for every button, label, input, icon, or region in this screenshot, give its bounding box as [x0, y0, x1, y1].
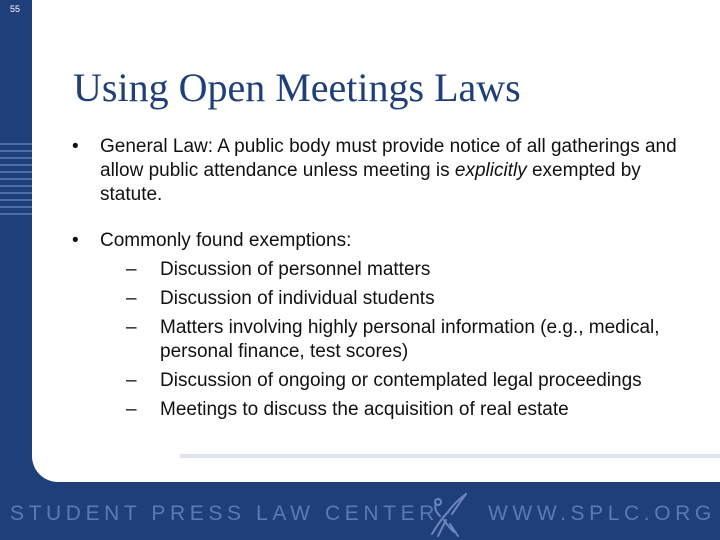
sub-bullet-text: Discussion of individual students — [160, 288, 435, 309]
footer-website: WWW.SPLC.ORG — [488, 502, 716, 525]
bullet-list — [72, 135, 692, 427]
bullet-exemptions — [72, 229, 692, 422]
footer — [0, 488, 720, 540]
slide-number: 55 — [10, 4, 21, 14]
footer-organization-name: STUDENT PRESS LAW CENTER — [10, 502, 439, 525]
sub-bullet — [100, 369, 692, 393]
dash-icon: – — [126, 399, 137, 420]
dash-icon: – — [126, 288, 137, 309]
sub-bullet-text: Matters involving highly personal information (e.g., medical, personal finance, test scores) — [160, 317, 660, 362]
bullet-general-law — [72, 135, 692, 207]
sub-bullet — [100, 258, 692, 282]
bullet-icon: • — [72, 136, 79, 157]
sub-bullet — [100, 287, 692, 311]
bullet-text-before: General Law: A public body must provide notice of all gatherings and allow public attendance unless meeting is — [100, 136, 677, 181]
sub-bullet-text: Discussion of ongoing or contemplated legal proceedings — [160, 370, 642, 391]
slide-title: Using Open Meetings Laws — [73, 65, 521, 110]
sub-bullet — [100, 316, 692, 364]
sub-bullet-text: Discussion of personnel matters — [160, 259, 431, 280]
dash-icon: – — [126, 370, 137, 391]
decorative-stripes — [0, 143, 36, 223]
sub-bullet-text: Meetings to discuss the acquisition of real estate — [160, 399, 569, 420]
bullet-icon: • — [72, 230, 79, 251]
dash-icon: – — [126, 259, 137, 280]
bullet-text: Commonly found exemptions: — [100, 230, 352, 251]
sub-bullet-list — [100, 258, 692, 422]
bullet-emphasis: explicitly — [454, 160, 527, 181]
sub-bullet — [100, 398, 692, 422]
left-bar — [0, 0, 36, 540]
bullet-text-after: exempted by statute. — [100, 160, 641, 205]
content-underline — [180, 454, 720, 458]
dash-icon: – — [126, 317, 137, 338]
quill-figure-logo-icon — [424, 490, 470, 540]
